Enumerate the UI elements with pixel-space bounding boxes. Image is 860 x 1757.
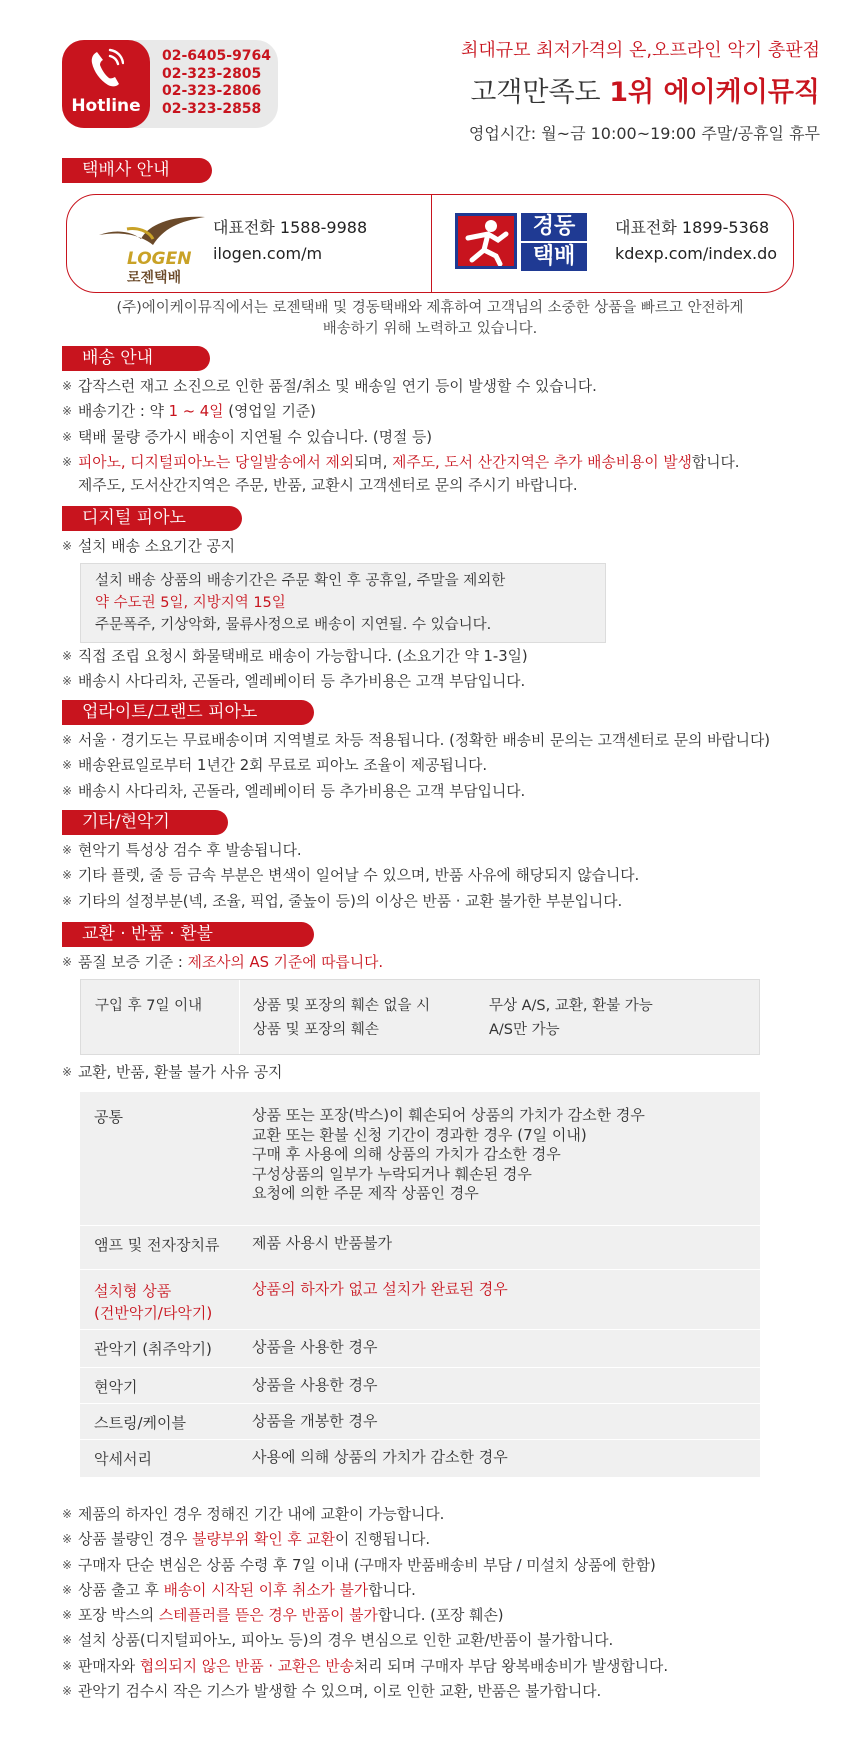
note-item: ※ 교환, 반품, 환불 불가 사유 공지 (62, 1060, 282, 1085)
note-text: 판매자와 (78, 1657, 140, 1675)
section-upright-piano: 업라이트/그랜드 피아노 (62, 700, 314, 725)
install-period-box (80, 563, 606, 643)
no-return-table (80, 1092, 760, 1478)
reason-line: 제품 사용시 반품불가 (252, 1233, 392, 1252)
note-highlight: 불량부위 확인 후 교환 (192, 1531, 335, 1549)
no-return-row (80, 1269, 760, 1329)
courier-divider (431, 195, 432, 292)
note-item (62, 1603, 668, 1628)
warranty-period: 구입 후 7일 이내 (95, 998, 203, 1014)
reason-line: 상품을 사용한 경우 (252, 1337, 378, 1356)
store-header (461, 36, 820, 144)
kd-logo-bottom: 택배 (521, 243, 587, 271)
note-highlight: 피아노, 디지털피아노는 당일발송에서 제외 (78, 453, 355, 471)
warranty-condition: 상품 및 포장의 훼손 없을 시 (253, 998, 431, 1014)
category-label: 관악기 (취주악기) (94, 1339, 212, 1358)
note-text: 포장 박스의 (78, 1607, 159, 1625)
note-highlight: 배송이 시작된 이후 취소가 불가 (163, 1581, 369, 1599)
note-item: ※ 설치 상품(디지털피아노, 피아노 등)의 경우 변심으로 인한 교환/반품이 불가합니다. (62, 1628, 668, 1653)
note-item: ※ 기타 플렛, 줄 등 금속 부분은 변색이 일어날 수 있으며, 반품 사유에 해당되지 않습니다. (62, 863, 639, 888)
note-highlight: 제주도, 도서 산간지역은 추가 배송비용이 발생 (392, 453, 692, 471)
exchange-footer-notes (62, 1502, 668, 1704)
logen-contact (213, 215, 367, 267)
box-highlight: 약 수도권 5일, 지방지역 15일 (95, 595, 286, 611)
category-label: 공통 (94, 1108, 123, 1126)
category-label: 악세서리 (94, 1449, 152, 1468)
hotline-badge (62, 40, 150, 128)
quality-note (62, 950, 383, 975)
note-item (62, 450, 740, 475)
note-text: 합니다. (691, 453, 740, 471)
digital-notes-2 (62, 644, 528, 695)
section-exchange: 교환 · 반품 · 환불 (62, 922, 314, 947)
logen-bird-icon (97, 209, 207, 249)
title-brand: 에이케이뮤직 (654, 77, 820, 108)
note-item: ※ 제품의 하자인 경우 정해진 기간 내에 교환이 가능합니다. (62, 1502, 668, 1527)
section-guitar: 기타/현악기 (62, 810, 228, 835)
section-delivery: 배송 안내 (62, 346, 210, 371)
note-text: 이 진행됩니다. (334, 1531, 431, 1549)
no-return-notice (62, 1060, 282, 1085)
note-item: ※ 배송시 사다리차, 곤돌라, 엘레베이터 등 추가비용은 고객 부담입니다. (62, 779, 770, 804)
note-item (62, 950, 383, 975)
note-text: (영업일 기준) (223, 403, 316, 421)
note-text: 합니다. (368, 1581, 416, 1599)
kd-logo (455, 213, 595, 273)
category-label: 앰프 및 전자장치류 (94, 1235, 220, 1254)
hotline-number[interactable]: 02-323-2806 (162, 83, 262, 99)
no-return-reasons (238, 1269, 760, 1329)
no-return-reasons (238, 1367, 760, 1403)
guitar-notes (62, 838, 639, 914)
no-return-reasons (238, 1092, 760, 1225)
kd-phone[interactable]: 대표전화 1899-5368 (615, 218, 770, 237)
note-text: 처리 되며 구매자 부담 왕복배송비가 발생합니다. (353, 1657, 669, 1675)
note-item: ※ 구매자 단순 변심은 상품 수령 후 7일 이내 (구매자 반품배송비 부담 / 미설치 상품에 한함) (62, 1553, 668, 1578)
warranty-table (80, 979, 760, 1055)
no-return-reasons (238, 1403, 760, 1439)
hotline-numbers (162, 48, 271, 118)
no-return-category (80, 1403, 238, 1439)
no-return-row (80, 1329, 760, 1367)
reason-line: 상품을 개봉한 경우 (252, 1411, 378, 1430)
note-item: ※ 관악기 검수시 작은 기스가 발생할 수 있으며, 이로 인한 교환, 반품은 불가합니다. (62, 1679, 668, 1704)
reason-line: 구매 후 사용에 의해 상품의 가치가 감소한 경우 (252, 1145, 561, 1163)
note-item: ※ 현악기 특성상 검수 후 발송됩니다. (62, 838, 639, 863)
note-highlight: 협의되지 않은 반품 · 교환은 반송 (139, 1657, 354, 1675)
note-text: 상품 출고 후 (78, 1581, 164, 1599)
hotline-number[interactable]: 02-6405-9764 (162, 48, 272, 64)
digital-notes (62, 534, 235, 559)
no-return-row (80, 1403, 760, 1439)
note-text: 배송기간 : 약 (78, 403, 169, 421)
warranty-conditions (253, 994, 430, 1042)
courier-box (66, 194, 794, 293)
reason-line: 구성상품의 일부가 누락되거나 훼손된 경우 (252, 1164, 532, 1183)
no-return-category (80, 1329, 238, 1367)
reason-line: 상품의 하자가 없고 설치가 완료된 경우 (252, 1279, 508, 1298)
hotline-label: Hotline (71, 96, 141, 116)
business-hours: 영업시간: 월~금 10:00~19:00 주말/공휴일 휴무 (468, 124, 820, 143)
note-highlight: 1 ~ 4일 (168, 403, 224, 421)
no-return-reasons (238, 1225, 760, 1269)
store-title (461, 70, 820, 109)
box-line: 설치 배송 상품의 배송기간은 주문 확인 후 공휴일, 주말을 제외한 (95, 573, 506, 589)
note-text: 합니다. (포장 훼손) (377, 1607, 504, 1625)
kd-logo-top: 경동 (521, 213, 587, 241)
warranty-result: A/S만 가능 (489, 1022, 560, 1038)
warranty-result: 무상 A/S, 교환, 환불 가능 (489, 998, 653, 1014)
box-line: 주문폭주, 기상악화, 물류사정으로 배송이 지연될. 수 있습니다. (95, 617, 492, 633)
hotline-number[interactable]: 02-323-2805 (162, 65, 262, 82)
section-courier: 택배사 안내 (62, 158, 212, 183)
note-item: ※ 택배 물량 증가시 배송이 지연될 수 있습니다. (명절 등) (62, 425, 740, 450)
note-text: 상품 불량인 경우 (78, 1531, 193, 1549)
reason-line: 상품 또는 포장(박스)이 훼손되어 상품의 가치가 감소한 경우 (252, 1106, 645, 1124)
upright-notes (62, 728, 770, 804)
title-rank: 1위 (609, 77, 655, 108)
note-text: 품질 보증 기준 : (78, 954, 188, 971)
hotline-box (62, 40, 278, 128)
logen-logo-word: LOGEN (127, 249, 192, 269)
logen-logo-korean: 로젠택배 (127, 270, 182, 286)
note-item (62, 1654, 668, 1679)
title-prefix: 고객만족도 (470, 77, 610, 108)
kd-runner-icon (455, 213, 517, 269)
logen-logo (97, 209, 207, 286)
no-return-category (80, 1367, 238, 1403)
no-return-row (80, 1225, 760, 1269)
no-return-category (80, 1269, 238, 1329)
note-item: ※ 배송완료일로부터 1년간 2회 무료로 피아노 조율이 제공됩니다. (62, 753, 770, 778)
note-continuation: 제주도, 도서산간지역은 주문, 반품, 교환시 고객센터로 문의 주시기 바랍니다. (78, 477, 578, 495)
note-item: ※ 갑작스런 재고 소진으로 인한 품절/취소 및 배송일 연기 등이 발생할 수 있습니다. (62, 374, 740, 399)
warranty-divider (239, 980, 240, 1054)
no-return-category (80, 1439, 238, 1477)
hotline-number[interactable]: 02-323-2858 (162, 100, 262, 117)
kd-contact (615, 215, 777, 267)
section-digital-piano: 디지털 피아노 (62, 506, 242, 531)
note-text: 되며, (354, 453, 393, 471)
reason-line: 요청에 의한 주문 제작 상품인 경우 (252, 1184, 479, 1202)
note-highlight: 스테플러를 뜯은 경우 반품이 불가 (158, 1607, 378, 1625)
no-return-reasons (238, 1439, 760, 1477)
store-tagline: 최대규모 최저가격의 온,오프라인 악기 총판점 (461, 40, 820, 61)
delivery-notes (62, 374, 740, 496)
intro-line: 배송하기 위해 노력하고 있습니다. (322, 321, 538, 337)
category-label: 설치형 상품 (94, 1281, 172, 1300)
logen-phone[interactable]: 대표전화 1588-9988 (213, 218, 368, 237)
no-return-reasons (238, 1329, 760, 1367)
category-label: 현악기 (94, 1377, 138, 1396)
reason-line: 교환 또는 환불 신청 기간이 경과한 경우 (7일 이내) (252, 1125, 587, 1144)
kd-url[interactable]: kdexp.com/index.do (615, 244, 778, 263)
note-item: ※ 서울 · 경기도는 무료배송이며 지역별로 차등 적용됩니다. (정확한 배송비 문의는 고객센터로 문의 바랍니다) (62, 728, 770, 753)
category-label: 스트링/케이블 (94, 1413, 186, 1432)
note-item: ※ 설치 배송 소요기간 공지 (62, 534, 235, 559)
note-item: ※ 배송시 사다리차, 곤돌라, 엘레베이터 등 추가비용은 고객 부담입니다. (62, 669, 528, 694)
no-return-category (80, 1092, 238, 1225)
note-item: ※ 기타의 설정부분(넥, 조율, 픽업, 줄높이 등)의 이상은 반품 · 교환 불가한 부분입니다. (62, 889, 639, 914)
note-highlight: 제조사의 AS 기준에 따릅니다. (187, 954, 384, 971)
logen-url[interactable]: ilogen.com/m (213, 244, 323, 263)
warranty-condition: 상품 및 포장의 훼손 (253, 1022, 379, 1038)
note-item: ※ 직접 조립 요청시 화물택배로 배송이 가능합니다. (소요기간 약 1-3일) (62, 644, 528, 669)
no-return-row (80, 1092, 760, 1225)
phone-icon (88, 48, 124, 90)
note-item (62, 1578, 668, 1603)
no-return-category (80, 1225, 238, 1269)
intro-line: (주)에이케이뮤직에서는 로젠택배 및 경동택배와 제휴하여 고객님의 소중한 상품을 빠르고 안전하게 (116, 300, 744, 316)
courier-intro (0, 298, 860, 340)
warranty-results (489, 994, 653, 1042)
no-return-row (80, 1367, 760, 1403)
note-item (62, 1527, 668, 1552)
reason-line: 사용에 의해 상품의 가치가 감소한 경우 (252, 1447, 508, 1466)
category-sublabel: (건반악기/타악기) (94, 1303, 213, 1322)
reason-line: 상품을 사용한 경우 (252, 1375, 378, 1394)
note-item (62, 399, 740, 424)
no-return-row (80, 1439, 760, 1477)
